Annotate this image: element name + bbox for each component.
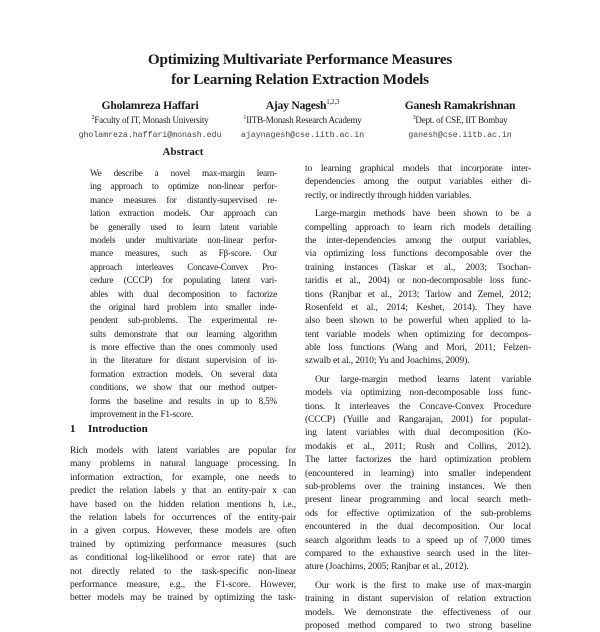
author-1 <box>55 99 245 141</box>
text-line: proposed method compared to two strong baseline <box>305 619 531 631</box>
text-line: in the literature for distant supervision of in- <box>90 355 277 366</box>
text-line: Rosenfeld et al., 2014; Keshet, 2014). They have <box>305 301 531 313</box>
text-line: many problems in natural language processing. In <box>70 458 296 470</box>
text-line: ing approach to optimize non-linear perfor- <box>90 181 277 192</box>
text-line: models via optimizing non-decomposable loss func- <box>305 387 531 399</box>
text-line: via optimizing loss functions decomposable over the <box>305 248 531 260</box>
text-line: encountered in the dual decomposition. Our local <box>305 521 531 533</box>
author-email[interactable]: ajaynagesh@cse.iitb.ac.in <box>240 130 365 140</box>
text-line: compelling approach to learn rich models detailing <box>305 221 531 233</box>
section-title: Introduction <box>88 423 148 435</box>
text-line: information extraction, for example, one needs to <box>70 471 296 483</box>
right-column-body <box>305 162 531 632</box>
paper-title <box>0 50 600 90</box>
abstract-body <box>90 167 277 421</box>
title-line-1: Optimizing Multivariate Performance Measures <box>147 51 453 68</box>
text-line: in a given corpus. However, these models are often <box>70 525 296 537</box>
text-line: ature (Joachims, 2005; Ranjbar et al., 2012). <box>305 561 469 573</box>
text-line: models under multivariate non-linear perfor- <box>90 234 277 245</box>
author-affiliation: $^2$Faculty of IT, Monash University <box>91 115 209 125</box>
text-line: We describe a novel max-margin learn- <box>90 168 277 178</box>
introduction-body <box>70 444 296 605</box>
text-line: lation extraction models. Our approach can <box>90 208 277 219</box>
text-line: ing latent variables with dual decomposition (Ko- <box>305 427 531 439</box>
text-line: cedure (CCCP) for populating latent vari- <box>90 275 277 286</box>
text-line: mance measures for distantly-supervised re- <box>90 194 277 205</box>
text-line: (encountered in learning) into smaller independent <box>305 467 531 479</box>
author-affiliation: $^1$IITB-Monash Research Academy <box>243 115 362 125</box>
author-block <box>0 99 600 139</box>
text-line: as conditional log-likelihood or error rate) that are <box>70 552 296 564</box>
text-line: pendent sub-problems. The experimental re- <box>90 315 277 326</box>
text-line: also been shown to be powerful when applied to la- <box>305 315 531 327</box>
text-line: formation extraction models. On several data <box>90 368 277 379</box>
text-line: the relation labels for occurrences of the entity-pair <box>70 511 296 523</box>
text-line: predict the relation labels y that an entity-pair x can <box>70 485 296 497</box>
text-line: able loss functions (Wang and Mori, 2011; Felzen- <box>305 342 531 354</box>
text-line: trained by optimizing performance measures (such <box>70 538 296 550</box>
text-line: dependencies among the output variables either di- <box>305 176 531 188</box>
text-line: rectly, or indirectly through hidden variables. <box>305 189 472 201</box>
text-line: forms the baseline and results in up to 8.5% <box>90 395 277 406</box>
text-line: taridis et al., 2004) or non-decomposable loss func- <box>305 275 531 287</box>
text-line: the original hard problem into smaller inde- <box>90 301 277 312</box>
text-line: tions (Ranjbar et al., 2013; Tarlow and Zemel, 2012; <box>305 288 531 300</box>
text-line: szwalb et al., 2010; Yu and Joachims, 2009). <box>305 355 470 367</box>
section-number: 1 <box>70 423 76 435</box>
text-line: models. We demonstrate the effectiveness of our <box>305 606 531 618</box>
text-line: not directly related to the task-specific non-linear <box>70 565 296 577</box>
text-line: search algorithm leads to a speed up of 7,000 times <box>305 534 531 546</box>
text-line: (CCCP) (Yuille and Rangarajan, 2001) for populat- <box>305 414 531 426</box>
author-affiliation: $^3$Dept. of CSE, IIT Bombay <box>412 115 508 125</box>
author-3 <box>390 99 530 141</box>
text-line: Rich models with latent variables are popular for <box>70 445 296 456</box>
text-line: the inter-dependencies among the output variables, <box>305 234 531 246</box>
author-2 <box>230 99 375 141</box>
text-line: mance measures, such as Fβ-score. Our <box>90 248 277 259</box>
text-line: Our large-margin method learns latent variable <box>315 373 531 385</box>
title-line-2: for Learning Relation Extraction Models <box>171 71 429 88</box>
abstract-heading: Abstract <box>162 146 204 158</box>
author-name: Gholamreza Haffari <box>101 99 199 112</box>
text-line: approach interleaves Concave-Convex Pro- <box>90 261 277 272</box>
text-line: improvement in the F1-score. <box>90 409 194 420</box>
text-line: The latter factorizes the hard optimization problem <box>305 454 531 466</box>
text-line: be generally used to learn latent variable <box>90 221 277 232</box>
text-line: have based on the hidden relation mentions h, i.e., <box>70 498 296 510</box>
author-email[interactable]: gholamreza.haffari@monash.edu <box>78 130 222 140</box>
text-line: tions. It interleaves the Concave-Convex Procedure <box>305 400 531 412</box>
author-name: Ganesh Ramakrishnan <box>404 99 516 112</box>
text-line: sub-problems over the training instances. We then <box>305 480 531 492</box>
text-line: sults demonstrate that our learning algorithm <box>90 328 277 339</box>
text-line: training in distant supervision of relation extraction <box>305 593 531 605</box>
text-line: modakis et al., 2011; Rush and Collins, 2012). <box>305 440 531 452</box>
text-line: present linear programming and local search meth- <box>305 494 531 506</box>
text-line: conditions, we show that our method outper- <box>90 382 277 393</box>
text-line: to learning graphical models that incorporate inter- <box>305 163 531 174</box>
section-heading-introduction <box>70 422 148 436</box>
text-line: compared to the exhaustive search used in the liter- <box>305 547 531 559</box>
text-line: ods for effective optimization of the sub-problems <box>305 507 531 519</box>
text-line: Our work is the first to make use of max-margin <box>315 579 531 591</box>
text-line: Large-margin methods have been shown to be a <box>315 208 531 220</box>
author-email[interactable]: ganesh@cse.iitb.ac.in <box>408 130 512 140</box>
text-line: tent variable models when optimizing for decompos- <box>305 328 531 340</box>
text-line: is more effective than the ones commonly used <box>90 342 277 353</box>
text-line: training instances (Taskar et al., 2003; Tsochan- <box>305 261 531 273</box>
text-line: better models may be trained by optimizing the task- <box>70 592 296 604</box>
text-line: performance measure, e.g., the F1-score. However, <box>70 578 296 590</box>
author-name: Ajay Nagesh$^{1,2,3}$ <box>265 98 340 112</box>
text-line: ables with dual decomposition to factorize <box>90 288 277 299</box>
